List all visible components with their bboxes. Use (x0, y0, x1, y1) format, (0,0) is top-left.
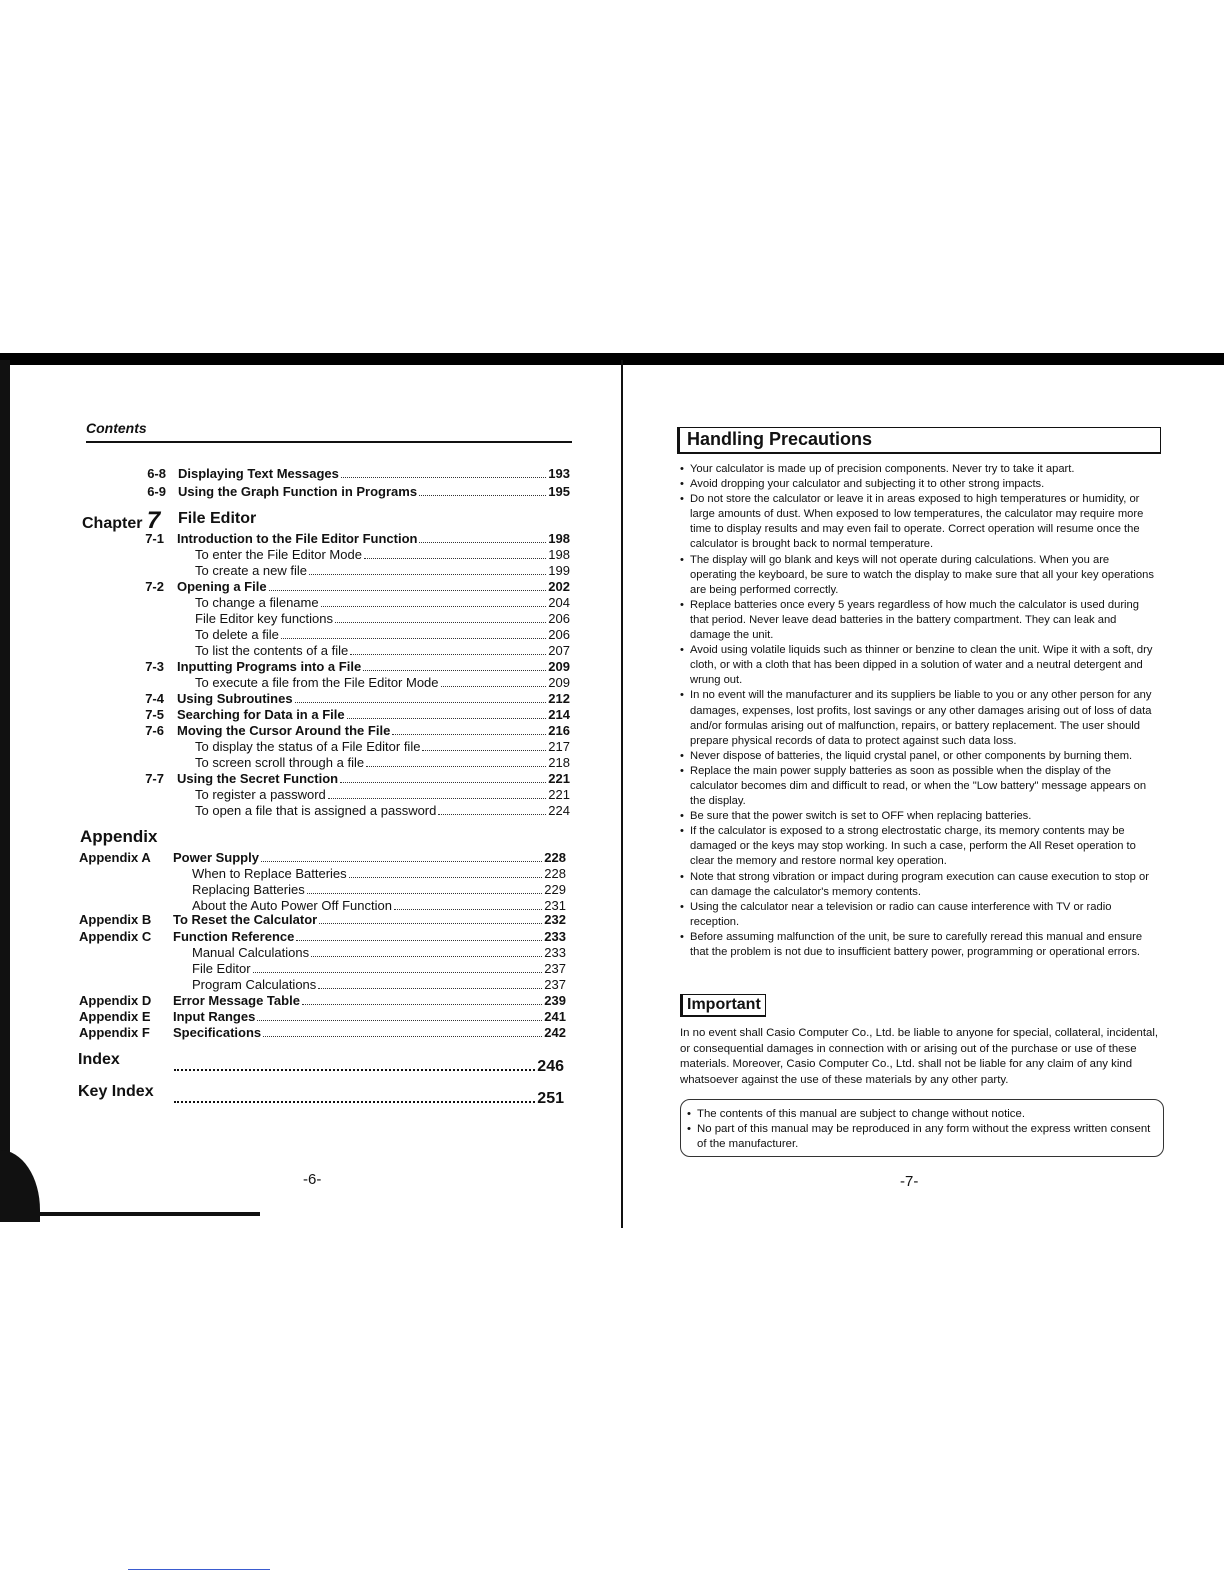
toc-page: 241 (544, 1009, 566, 1024)
leader-dots (392, 734, 546, 735)
leader-dots (350, 654, 546, 655)
precaution-text: Using the calculator near a television or radio can cause interference with TV or radio reception. (690, 900, 1112, 928)
page-number-left: -6- (303, 1171, 322, 1188)
toc-page: 221 (548, 771, 570, 786)
toc-page: 224 (548, 803, 570, 818)
toc-entry[interactable] (195, 787, 570, 803)
toc-page: 199 (548, 563, 570, 578)
scan-top-bar (0, 353, 1224, 365)
toc-entry[interactable] (192, 866, 566, 882)
leader-dots (364, 558, 546, 559)
leader-dots (441, 686, 547, 687)
toc-entry[interactable] (195, 547, 570, 563)
toc-title: To screen scroll through a file (195, 755, 365, 770)
chapter-number: 7 (146, 507, 161, 534)
toc-number: 6-8 (147, 466, 166, 481)
contents-header: Contents (86, 420, 147, 436)
toc-title: Displaying Text Messages (178, 466, 339, 481)
toc-number: 7-3 (145, 659, 164, 674)
scan-bottom-edge (0, 1212, 260, 1216)
notice-list (687, 1107, 1157, 1153)
toc-number: 7-4 (145, 691, 164, 706)
toc-entry[interactable] (173, 1025, 566, 1041)
toc-page: 209 (548, 659, 570, 674)
toc-page: 198 (548, 531, 570, 546)
toc-entry[interactable] (195, 675, 570, 691)
toc-entry[interactable] (192, 882, 566, 898)
bottom-underline (128, 1569, 270, 1570)
notice-item (687, 1107, 1157, 1122)
bullet-dot: • (687, 1108, 691, 1120)
toc-title: Input Ranges (173, 1009, 256, 1024)
toc-entry[interactable] (178, 484, 570, 500)
toc-entry[interactable] (195, 739, 570, 755)
precautions-list (680, 462, 1158, 960)
leader-dots (321, 606, 547, 607)
toc-entry[interactable] (173, 993, 566, 1009)
bullet-dot: • (687, 1123, 691, 1136)
leader-dots (318, 988, 542, 989)
precaution-text: Never dispose of batteries, the liquid crystal panel, or other components by burning them. (690, 749, 1133, 762)
bullet-dot: • (680, 478, 684, 491)
toc-title: To delete a file (195, 627, 279, 642)
toc-entry[interactable] (173, 1009, 566, 1025)
toc-title: Specifications (173, 1025, 262, 1040)
section-title: Handling Precautions (687, 429, 873, 449)
precaution-item (680, 553, 1158, 598)
leader-dots (419, 495, 546, 496)
bullet-dot: • (680, 689, 684, 702)
toc-page: 209 (548, 675, 570, 690)
toc-page: 207 (548, 643, 570, 658)
leader-dots (302, 1004, 542, 1005)
precaution-text: If the calculator is exposed to a strong electrostatic charge, its memory contents may be damaged or the keys may stop working. In such a case, perform the All Reset operation to clear the memory and restore normal key operation. (690, 825, 1136, 868)
precaution-text: Your calculator is made up of precision components. Never try to take it apart. (690, 463, 1075, 475)
leader-dots (269, 590, 547, 591)
toc-number: 7-6 (145, 723, 164, 738)
bullet-dot: • (680, 553, 684, 566)
notice-box (680, 1099, 1164, 1157)
toc-page: 195 (548, 484, 570, 499)
toc-entry[interactable] (177, 771, 570, 787)
toc-title: Searching for Data in a File (177, 707, 345, 722)
precaution-item (680, 870, 1158, 900)
bullet-dot: • (680, 644, 684, 657)
precaution-text: Avoid dropping your calculator and subjecting it to other strong impacts. (690, 478, 1045, 491)
toc-page: 237 (544, 961, 566, 976)
index-label: Index (78, 1051, 120, 1068)
appendix-label: Appendix F (79, 1025, 150, 1040)
precaution-item (680, 809, 1158, 824)
leader-dots (341, 477, 546, 478)
toc-entry[interactable] (177, 691, 570, 707)
toc-entry[interactable] (177, 723, 570, 739)
leader-dots (335, 622, 546, 623)
precaution-item (680, 598, 1158, 643)
leader-dots (340, 782, 546, 783)
toc-number: 7-2 (145, 579, 164, 594)
toc-page: 228 (544, 866, 566, 881)
precaution-item (680, 643, 1158, 688)
toc-title: Using Subroutines (177, 691, 293, 706)
bullet-dot: • (680, 749, 684, 762)
toc-title: Inputting Programs into a File (177, 659, 362, 674)
precaution-item (680, 749, 1158, 764)
toc-page: 202 (548, 579, 570, 594)
notice-item (687, 1122, 1157, 1152)
toc-title: To create a new file (195, 563, 308, 578)
index-page: 246 (537, 1058, 564, 1075)
toc-number: 7-1 (145, 531, 164, 546)
toc-page: 232 (544, 912, 566, 927)
leader-dots (349, 877, 543, 878)
toc-page: 204 (548, 595, 570, 610)
appendix-label: Appendix B (79, 912, 152, 927)
leader-dots (438, 814, 546, 815)
toc-number: 6-9 (147, 484, 166, 499)
leader-dots (281, 638, 546, 639)
appendix-label: Appendix E (79, 1009, 151, 1024)
key-index-entry[interactable] (172, 1090, 564, 1108)
toc-title: Power Supply (173, 850, 259, 865)
toc-entry[interactable] (192, 961, 566, 977)
appendix-label: Appendix A (79, 850, 151, 865)
page-divider (621, 360, 623, 1228)
precaution-item (680, 688, 1158, 748)
toc-page: 229 (544, 882, 566, 897)
toc-page: 239 (544, 993, 566, 1008)
precaution-item (680, 930, 1158, 960)
precaution-text: Before assuming malfunction of the unit, be sure to carefully reread this manual and ensure that the problem is not due to insufficient battery power, programming or operational errors. (690, 930, 1143, 958)
toc-title: File Editor key functions (195, 611, 334, 626)
toc-title: Program Calculations (192, 977, 317, 992)
bullet-dot: • (680, 870, 684, 883)
bullet-dot: • (680, 493, 684, 506)
leader-dots (309, 574, 546, 575)
toc-title: To open a file that is assigned a password (195, 803, 437, 818)
toc-entry[interactable] (192, 977, 566, 993)
toc-page: 231 (544, 898, 566, 913)
toc-title: To enter the File Editor Mode (195, 547, 362, 562)
toc-title: Introduction to the File Editor Function (177, 531, 418, 546)
contents-rule (86, 441, 572, 443)
toc-title: To display the status of a File Editor file (195, 739, 421, 754)
toc-number: 7-5 (145, 707, 164, 722)
precaution-text: Be sure that the power switch is set to OFF when replacing batteries. (690, 810, 1032, 823)
precaution-text: Replace the main power supply batteries as soon as possible when the display of the calculator becomes dim and difficult to read, or when the "Low battery" message appears on the display. (690, 764, 1147, 808)
leader-dots (295, 702, 547, 703)
toc-page: 212 (548, 691, 570, 706)
toc-entry[interactable] (173, 929, 566, 945)
precaution-item (680, 477, 1158, 492)
key-index-label: Key Index (78, 1083, 154, 1100)
notice-text: The contents of this manual are subject to change without notice. (697, 1108, 1025, 1120)
toc-title: To change a filename (195, 595, 319, 610)
important-text: In no event shall Casio Computer Co., Ltd. be liable to anyone for special, collateral, incidental, or consequential damages in connection with or arising out of the purchase or use of these materials. Moreover, Casio Computer Co., Ltd. shall not be liable for any claim of any kind whatsoever against the use of these materials by any other party. (680, 1027, 1159, 1086)
toc-page: 221 (548, 787, 570, 802)
toc-entry[interactable] (173, 912, 566, 928)
bullet-dot: • (680, 598, 684, 611)
leader-dots (422, 750, 546, 751)
toc-title: When to Replace Batteries (192, 866, 347, 881)
bullet-dot: • (680, 825, 684, 838)
toc-page: 237 (544, 977, 566, 992)
bullet-dot: • (680, 463, 684, 475)
toc-page: 198 (548, 547, 570, 562)
chapter-label: Chapter (82, 515, 143, 532)
leader-dots (174, 1069, 535, 1071)
toc-entry[interactable] (195, 627, 570, 643)
leader-dots (261, 861, 542, 862)
leader-dots (174, 1101, 535, 1103)
precaution-item (680, 462, 1158, 477)
appendix-label: Appendix D (79, 993, 152, 1008)
bullet-dot: • (680, 930, 684, 943)
toc-title: Manual Calculations (192, 945, 310, 960)
toc-title: Replacing Batteries (192, 882, 305, 897)
leader-dots (394, 909, 542, 910)
toc-entry[interactable] (173, 850, 566, 866)
precaution-text: Note that strong vibration or impact during program execution can cause execution to stop or can damage the calculator's memory contents. (690, 870, 1149, 898)
leader-dots (253, 972, 543, 973)
toc-entry[interactable] (195, 803, 570, 819)
toc-entry[interactable] (192, 945, 566, 961)
key-index-page: 251 (537, 1090, 564, 1107)
precaution-text: Replace batteries once every 5 years regardless of how much the calculator is used during that period. Never leave dead batteries in the battery compartment. They can leak and damage the unit. (690, 598, 1139, 642)
toc-title: To execute a file from the File Editor Mode (195, 675, 439, 690)
toc-page: 216 (548, 723, 570, 738)
toc-page: 228 (544, 850, 566, 865)
toc-entry[interactable] (195, 611, 570, 627)
leader-dots (307, 893, 543, 894)
toc-page: 218 (548, 755, 570, 770)
toc-title: Error Message Table (173, 993, 300, 1008)
leader-dots (319, 923, 542, 924)
leader-dots (366, 766, 546, 767)
leader-dots (263, 1036, 542, 1037)
appendix-heading: Appendix (80, 827, 158, 846)
toc-page: 242 (544, 1025, 566, 1040)
toc-page: 214 (548, 707, 570, 722)
leader-dots (311, 956, 542, 957)
page-number-right: -7- (900, 1173, 919, 1190)
leader-dots (363, 670, 546, 671)
toc-entry[interactable] (177, 579, 570, 595)
scan-left-edge (0, 360, 10, 1220)
important-label: Important (680, 994, 766, 1017)
toc-page: 217 (548, 739, 570, 754)
toc-entry[interactable] (195, 595, 570, 611)
toc-title: Using the Graph Function in Programs (178, 484, 418, 499)
bullet-dot: • (680, 900, 684, 913)
toc-entry[interactable] (177, 707, 570, 723)
toc-page: 206 (548, 627, 570, 642)
precaution-item (680, 492, 1158, 552)
toc-number: 7-7 (145, 771, 164, 786)
toc-page: 233 (544, 929, 566, 944)
appendix-label: Appendix C (79, 929, 152, 944)
precaution-text: The display will go blank and keys will not operate during calculations. When you are operating the keyboard, be sure to watch the display to make sure that all your key operations are being performed correctly. (690, 553, 1154, 596)
toc-page: 233 (544, 945, 566, 960)
leader-dots (328, 798, 547, 799)
precaution-item (680, 764, 1158, 809)
toc-entry[interactable] (177, 531, 570, 547)
precaution-text: In no event will the manufacturer and its suppliers be liable to you or any other person for any damages, expenses, lost profits, lost savings or any other damages arising out of loss of data and/or formulas arising out of malfunction, repairs, or battery replacement. The user should prepare physical records of data to protect against such data loss. (690, 689, 1152, 747)
leader-dots (347, 718, 547, 719)
toc-entry[interactable] (195, 755, 570, 771)
toc-entry[interactable] (177, 659, 570, 675)
toc-title: To list the contents of a file (195, 643, 349, 658)
precaution-text: Avoid using volatile liquids such as thinner or benzine to clean the unit. Wipe it with a soft, dry cloth, or with a cloth that has been dipped in a solution of water and a neutral detergent and wrung out. (690, 644, 1153, 687)
bullet-dot: • (680, 764, 684, 777)
chapter-title: File Editor (178, 510, 257, 527)
bullet-dot: • (680, 810, 684, 823)
toc-title: File Editor (192, 961, 251, 976)
handling-precautions-box (677, 427, 1161, 454)
toc-page: 206 (548, 611, 570, 626)
toc-entry[interactable] (178, 466, 570, 482)
toc-title: Moving the Cursor Around the File (177, 723, 391, 738)
toc-title: Opening a File (177, 579, 267, 594)
toc-page: 193 (548, 466, 570, 481)
leader-dots (296, 940, 542, 941)
leader-dots (257, 1020, 542, 1021)
toc-title: About the Auto Power Off Function (192, 898, 392, 913)
leader-dots (419, 542, 546, 543)
index-entry[interactable] (172, 1058, 564, 1076)
toc-title: Using the Secret Function (177, 771, 339, 786)
toc-title: Function Reference (173, 929, 295, 944)
toc-title: To Reset the Calculator (173, 912, 318, 927)
precaution-item (680, 900, 1158, 930)
notice-text: No part of this manual may be reproduced in any form without the express written consent of the manufacturer. (697, 1123, 1151, 1151)
toc-entry[interactable] (195, 563, 570, 579)
precaution-text: Do not store the calculator or leave it in areas exposed to high temperatures or humidity, or large amounts of dust. When exposed to low temperatures, the calculator may require more time to display results and may even fail to operate. Correct operation will resume once the calculator is brought back to normal temperature. (690, 493, 1144, 551)
toc-entry[interactable] (195, 643, 570, 659)
precaution-item (680, 824, 1158, 869)
toc-title: To register a password (195, 787, 326, 802)
